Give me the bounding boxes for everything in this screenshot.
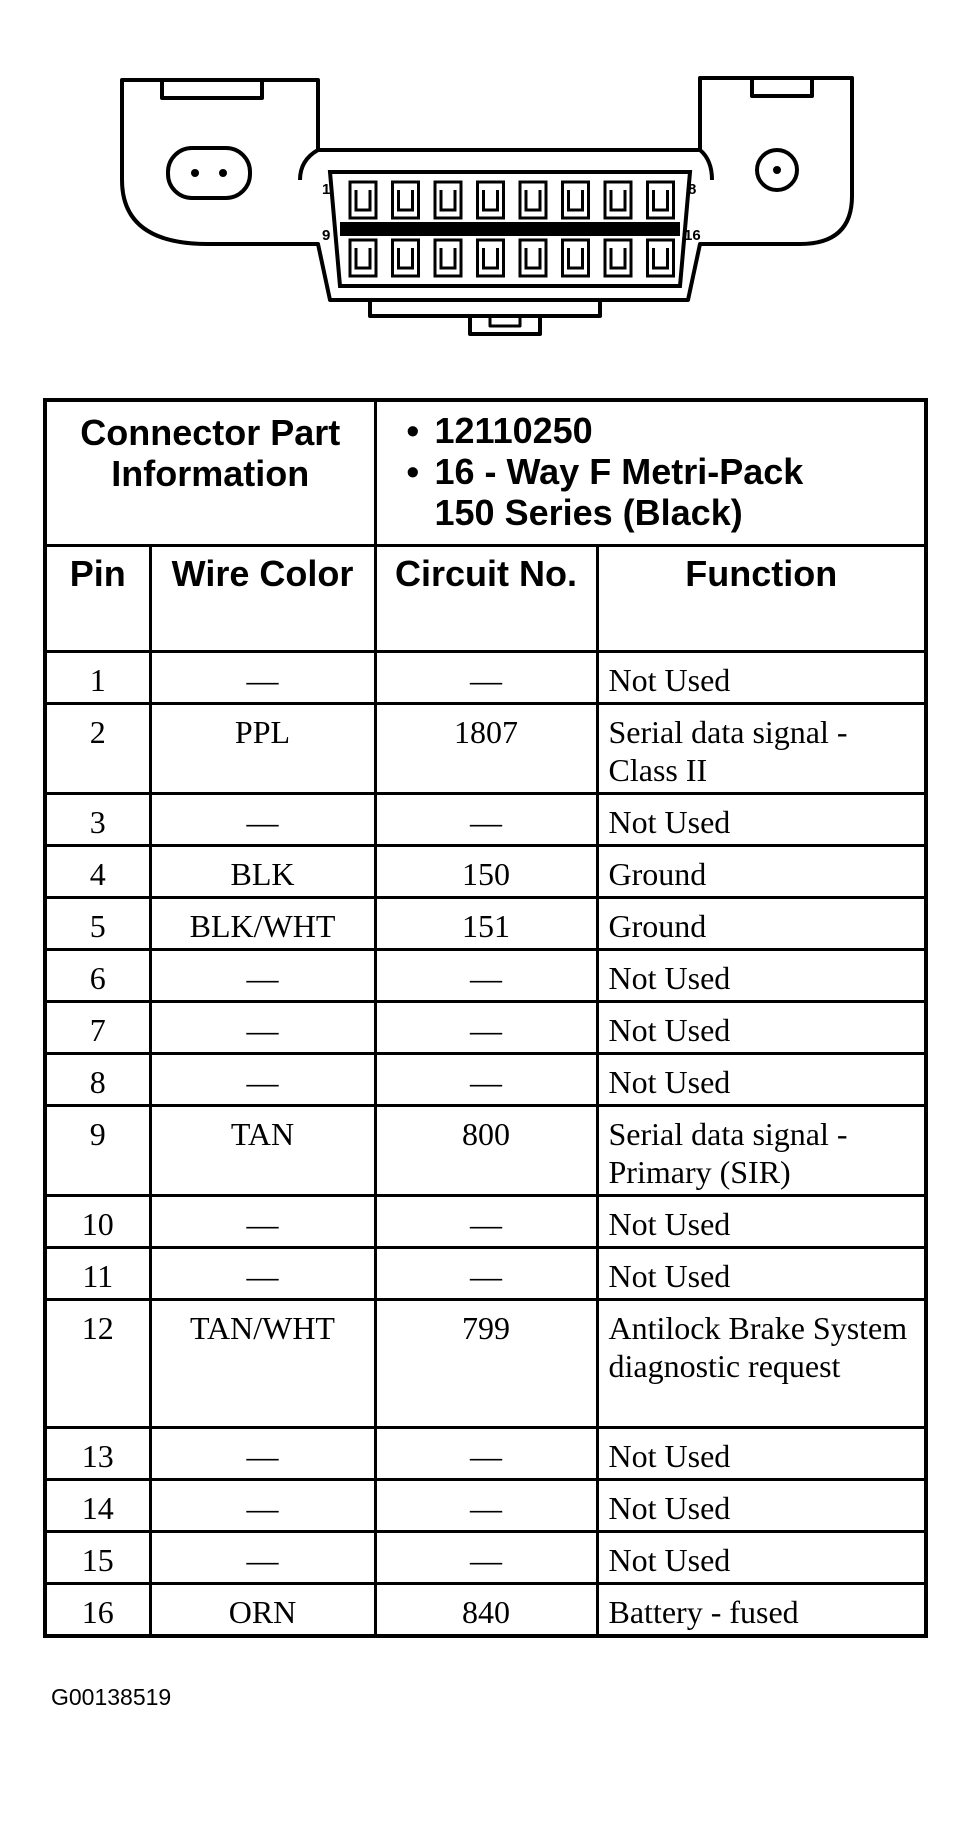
pin-cell: 12 xyxy=(45,1300,150,1428)
pin-cell: 7 xyxy=(45,1002,150,1054)
function-cell: Serial data signal - Primary (SIR) xyxy=(597,1106,926,1196)
header-pin: Pin xyxy=(45,546,150,652)
wire-color-cell: — xyxy=(150,1248,375,1300)
table-body xyxy=(45,652,926,1636)
pin-cell: 3 xyxy=(45,794,150,846)
table-row xyxy=(45,1248,926,1300)
terminal-pin xyxy=(393,240,419,276)
circuit-cell: — xyxy=(375,1196,597,1248)
circuit-cell: 151 xyxy=(375,898,597,950)
pin-cell: 11 xyxy=(45,1248,150,1300)
function-cell: Serial data signal - Class II xyxy=(597,704,926,794)
pinout-table xyxy=(43,398,928,1638)
function-cell: Not Used xyxy=(597,1248,926,1300)
table-row xyxy=(45,1054,926,1106)
terminal-contact xyxy=(526,190,540,210)
terminal-pin xyxy=(393,182,419,218)
pin-cell: 14 xyxy=(45,1480,150,1532)
terminal-contact xyxy=(399,248,413,268)
function-cell: Not Used xyxy=(597,1196,926,1248)
table-row xyxy=(45,1300,926,1428)
pin-cell: 1 xyxy=(45,652,150,704)
terminal-pin xyxy=(435,182,461,218)
table-row xyxy=(45,1106,926,1196)
pin-cell: 16 xyxy=(45,1584,150,1636)
circuit-cell: — xyxy=(375,652,597,704)
terminal-contact xyxy=(569,248,583,268)
function-cell: Battery - fused xyxy=(597,1584,926,1636)
circuit-cell: — xyxy=(375,1480,597,1532)
connector-info-value: • 12110250 • 16 - Way F Metri-Pack 150 Series (Black) xyxy=(375,400,926,546)
terminal-contact xyxy=(484,248,498,268)
function-cell: Not Used xyxy=(597,1532,926,1584)
table-row xyxy=(45,1196,926,1248)
wire-color-cell: — xyxy=(150,1054,375,1106)
wire-color-cell: — xyxy=(150,1532,375,1584)
circuit-cell: 840 xyxy=(375,1584,597,1636)
part-number: 12110250 xyxy=(434,410,593,451)
terminal-contact xyxy=(569,190,583,210)
circuit-cell: — xyxy=(375,950,597,1002)
circuit-cell: 150 xyxy=(375,846,597,898)
terminal-contact xyxy=(654,190,668,210)
function-cell: Not Used xyxy=(597,1428,926,1480)
connector-info-label: Connector Part Information xyxy=(45,400,375,546)
wire-color-cell: BLK xyxy=(150,846,375,898)
header-function: Function xyxy=(597,546,926,652)
terminal-contact xyxy=(654,248,668,268)
table-row xyxy=(45,652,926,704)
terminal-pin xyxy=(563,240,589,276)
pin-cell: 5 xyxy=(45,898,150,950)
wire-color-cell: BLK/WHT xyxy=(150,898,375,950)
figure-code: G00138519 xyxy=(51,1684,172,1710)
pin-cell: 8 xyxy=(45,1054,150,1106)
wire-color-cell: — xyxy=(150,950,375,1002)
circuit-cell: — xyxy=(375,1428,597,1480)
terminal-contact xyxy=(356,190,370,210)
pin-cell: 9 xyxy=(45,1106,150,1196)
terminal-contact xyxy=(399,190,413,210)
terminal-pin xyxy=(605,182,631,218)
function-cell: Not Used xyxy=(597,652,926,704)
table-row xyxy=(45,704,926,794)
wire-color-cell: — xyxy=(150,794,375,846)
function-cell: Not Used xyxy=(597,1480,926,1532)
table-row xyxy=(45,1532,926,1584)
terminal-contact xyxy=(441,248,455,268)
wire-color-cell: PPL xyxy=(150,704,375,794)
terminal-contact xyxy=(611,190,625,210)
pin-cell: 13 xyxy=(45,1428,150,1480)
terminal-contact xyxy=(526,248,540,268)
table-row xyxy=(45,846,926,898)
table-row xyxy=(45,898,926,950)
circuit-cell: — xyxy=(375,1248,597,1300)
circuit-cell: — xyxy=(375,1532,597,1584)
wire-color-cell: — xyxy=(150,1428,375,1480)
obd-connector-diagram xyxy=(0,0,966,380)
function-cell: Ground xyxy=(597,898,926,950)
wire-color-cell: — xyxy=(150,1002,375,1054)
table-row xyxy=(45,950,926,1002)
circuit-cell: 800 xyxy=(375,1106,597,1196)
circuit-cell: — xyxy=(375,794,597,846)
terminal-pin xyxy=(520,182,546,218)
terminal-pin xyxy=(350,182,376,218)
header-wire-color: Wire Color xyxy=(150,546,375,652)
wire-color-cell: — xyxy=(150,1480,375,1532)
circuit-cell: 799 xyxy=(375,1300,597,1428)
function-cell: Antilock Brake System diagnostic request xyxy=(597,1300,926,1428)
table-row xyxy=(45,1480,926,1532)
terminal-contact xyxy=(441,190,455,210)
wire-color-cell: TAN xyxy=(150,1106,375,1196)
terminal-pin xyxy=(478,182,504,218)
pin-cell: 4 xyxy=(45,846,150,898)
circuit-cell: — xyxy=(375,1002,597,1054)
wire-color-cell: — xyxy=(150,652,375,704)
terminal-pin xyxy=(605,240,631,276)
column-header-row xyxy=(45,546,926,652)
function-cell: Ground xyxy=(597,846,926,898)
mounting-slot xyxy=(168,148,250,198)
table-row xyxy=(45,1584,926,1636)
pin-label-8: 8 xyxy=(688,181,697,198)
circuit-cell: 1807 xyxy=(375,704,597,794)
terminal-pin xyxy=(478,240,504,276)
connector-series: 150 Series (Black) xyxy=(434,492,743,533)
center-divider xyxy=(340,222,680,236)
function-cell: Not Used xyxy=(597,1002,926,1054)
terminal-pin xyxy=(350,240,376,276)
wire-color-cell: TAN/WHT xyxy=(150,1300,375,1428)
circuit-cell: — xyxy=(375,1054,597,1106)
header-circuit: Circuit No. xyxy=(375,546,597,652)
pin-cell: 10 xyxy=(45,1196,150,1248)
pin-cell: 15 xyxy=(45,1532,150,1584)
terminal-contact xyxy=(611,248,625,268)
table-row xyxy=(45,1428,926,1480)
terminal-pin xyxy=(648,240,674,276)
terminal-pin xyxy=(435,240,461,276)
terminal-contact xyxy=(356,248,370,268)
terminal-pin xyxy=(563,182,589,218)
table-row xyxy=(45,794,926,846)
pin-label-1: 1 xyxy=(322,181,331,198)
pin-cell: 6 xyxy=(45,950,150,1002)
wire-color-cell: ORN xyxy=(150,1584,375,1636)
terminal-pin xyxy=(520,240,546,276)
function-cell: Not Used xyxy=(597,950,926,1002)
function-cell: Not Used xyxy=(597,1054,926,1106)
function-cell: Not Used xyxy=(597,794,926,846)
table-row xyxy=(45,1002,926,1054)
pin-label-16: 16 xyxy=(684,227,701,244)
pin-label-9: 9 xyxy=(322,227,331,244)
pin-cell: 2 xyxy=(45,704,150,794)
connector-type: 16 - Way F Metri-Pack xyxy=(434,451,804,492)
wire-color-cell: — xyxy=(150,1196,375,1248)
terminal-contact xyxy=(484,190,498,210)
connector-info-row xyxy=(45,400,926,546)
terminal-pin xyxy=(648,182,674,218)
